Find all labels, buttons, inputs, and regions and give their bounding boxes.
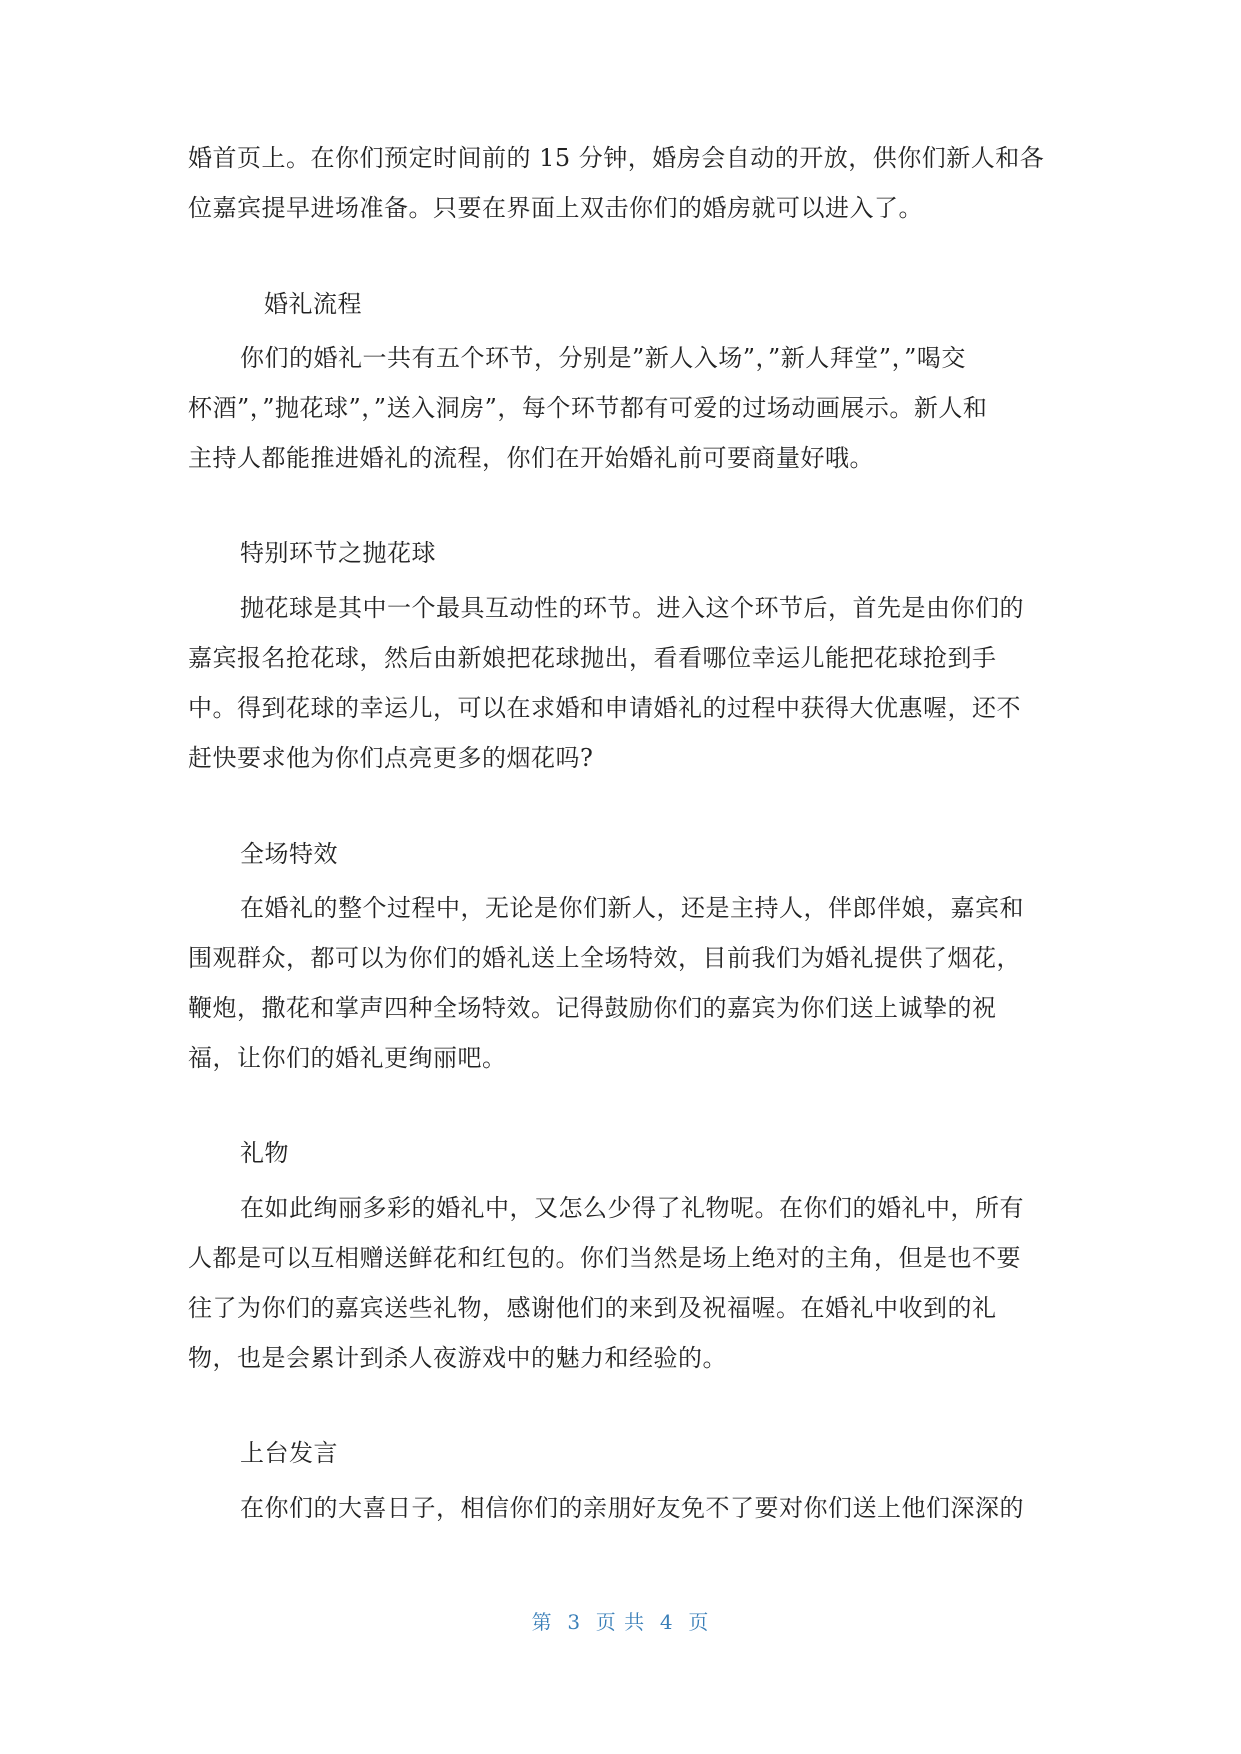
section-heading: 礼物 [240,1139,289,1167]
paragraph-line: 婚首页上。在你们预定时间前的 15 分钟，婚房会自动的开放，供你们新人和各 [188,144,1045,172]
section-heading: 上台发言 [240,1439,338,1467]
paragraph-line: 人都是可以互相赠送鲜花和红包的。你们当然是场上绝对的主角，但是也不要 [188,1244,1021,1272]
paragraph-line: 主持人都能推进婚礼的流程，你们在开始婚礼前可要商量好哦。 [188,444,874,472]
section-heading: 特别环节之抛花球 [240,539,436,567]
paragraph-line: 福，让你们的婚礼更绚丽吧。 [188,1044,507,1072]
paragraph-line: 往了为你们的嘉宾送些礼物，感谢他们的来到及祝福喔。在婚礼中收到的礼 [188,1294,997,1322]
section-heading: 婚礼流程 [264,290,362,318]
page-number-footer: 第 3 页 共 4 页 [531,1610,710,1634]
paragraph-line: 围观群众，都可以为你们的婚礼送上全场特效，目前我们为婚礼提供了烟花， [188,944,1021,972]
paragraph-line: 杯酒”，”抛花球”，”送入洞房”，每个环节都有可爱的过场动画展示。新人和 [188,394,988,422]
paragraph-line: 中。得到花球的幸运儿，可以在求婚和申请婚礼的过程中获得大优惠喔，还不 [188,694,1021,722]
paragraph-line: 位嘉宾提早进场准备。只要在界面上双击你们的婚房就可以进入了。 [188,194,923,222]
paragraph-line: 你们的婚礼一共有五个环节，分别是”新人入场”，”新人拜堂”，”喝交 [240,344,966,372]
paragraph-line: 赶快要求他为你们点亮更多的烟花吗? [188,744,594,772]
paragraph-line: 在如此绚丽多彩的婚礼中，又怎么少得了礼物呢。在你们的婚礼中，所有 [240,1194,1024,1222]
paragraph-line: 抛花球是其中一个最具互动性的环节。进入这个环节后，首先是由你们的 [240,594,1024,622]
paragraph-line: 鞭炮，撒花和掌声四种全场特效。记得鼓励你们的嘉宾为你们送上诚挚的祝 [188,994,997,1022]
paragraph-line: 在你们的大喜日子，相信你们的亲朋好友免不了要对你们送上他们深深的 [240,1494,1024,1522]
section-heading: 全场特效 [240,840,338,868]
paragraph-line: 嘉宾报名抢花球，然后由新娘把花球抛出，看看哪位幸运儿能把花球抢到手 [188,644,997,672]
paragraph-line: 物，也是会累计到杀人夜游戏中的魅力和经验的。 [188,1344,727,1372]
paragraph-line: 在婚礼的整个过程中，无论是你们新人，还是主持人，伴郎伴娘，嘉宾和 [240,894,1024,922]
